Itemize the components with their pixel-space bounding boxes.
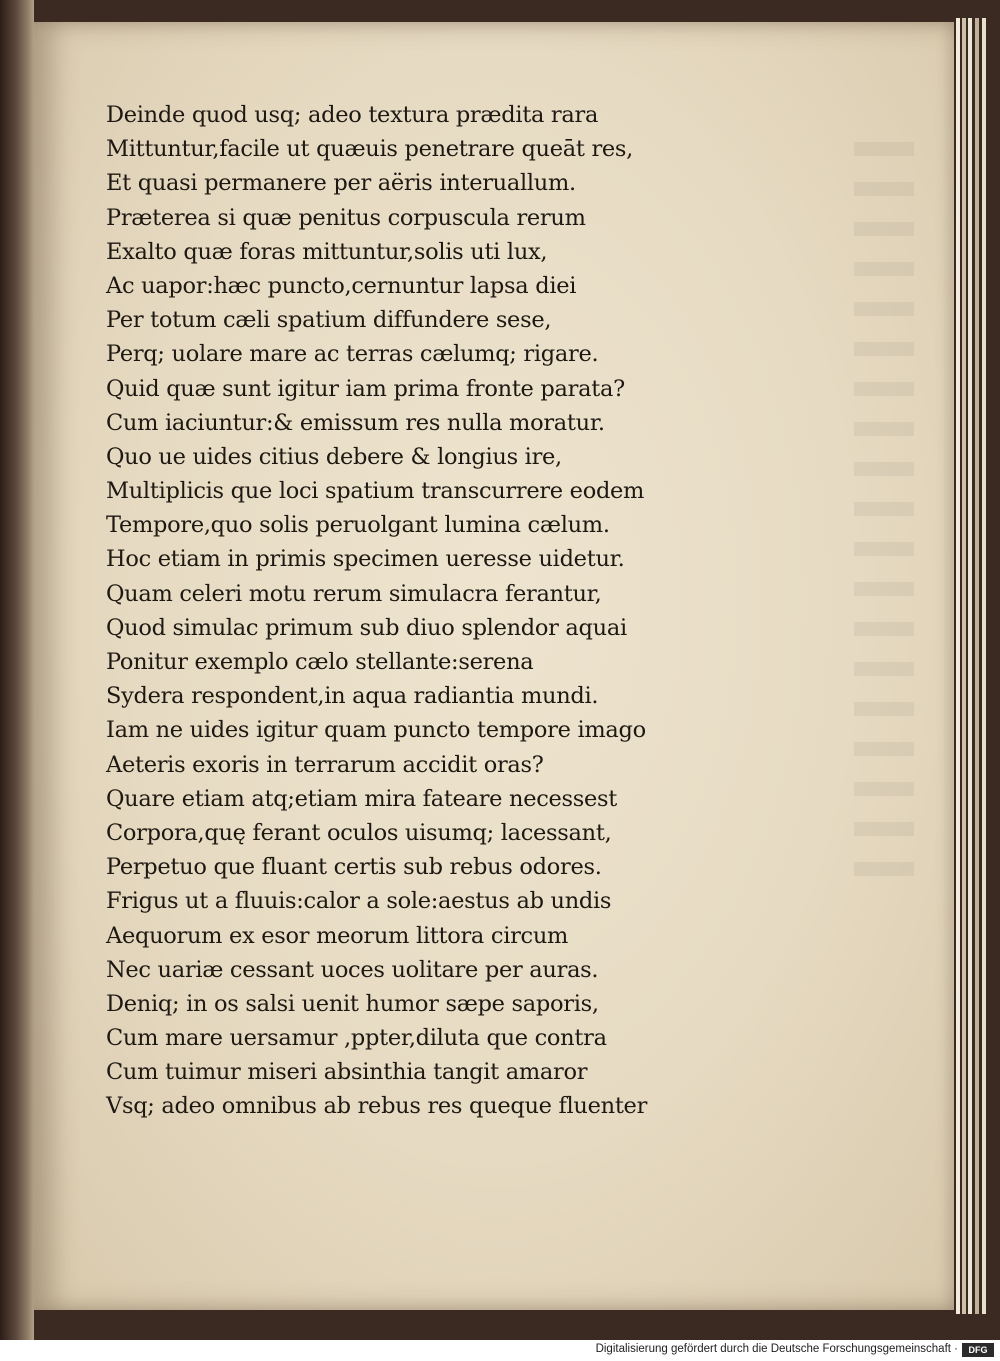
verse-line: Sydera respondent,in aqua radiantia mundi. xyxy=(106,683,599,710)
verse-line: Perq; uolare mare ac terras cælumq; rigare. xyxy=(106,341,599,368)
verse-line: Deniq; in os salsi uenit humor sæpe saporis, xyxy=(106,990,599,1017)
verse-line: Perpetuo que fluant certis sub rebus odores. xyxy=(106,854,602,881)
verse-line: Deinde quod usq; adeo textura prædita rara xyxy=(106,102,599,128)
verse-line: Cum iaciuntur:& emissum res nulla moratur. xyxy=(106,409,605,436)
verse-line: Per totum cæli spatium diffundere sese, xyxy=(106,307,552,334)
verse-line: Præterea si quæ penitus corpuscula rerum xyxy=(106,204,586,231)
book-binding-edge xyxy=(0,0,34,1340)
page-stack-edge xyxy=(975,18,979,1314)
verse-line: Vsq; adeo omnibus ab rebus res queque fluenter xyxy=(106,1093,648,1120)
verse-line: Ac uapor:hæc puncto,cernuntur lapsa diei xyxy=(106,272,577,299)
verse-line: Quod simulac primum sub diuo splendor aquai xyxy=(106,614,627,641)
verse-line: Aequorum ex esor meorum littora circum xyxy=(106,922,569,949)
page-stack-edge xyxy=(968,18,972,1314)
verse-line: Quo ue uides citius debere & longius ire, xyxy=(106,443,562,470)
verse-line: Iam ne uides igitur quam puncto tempore imago xyxy=(106,717,646,744)
verse-line: Tempore,quo solis peruolgant lumina cælum. xyxy=(106,512,610,539)
verse-line: Quam celeri motu rerum simulacra ferantur, xyxy=(106,580,602,607)
verse-line: Cum tuimur miseri absinthia tangit amaror xyxy=(106,1059,588,1086)
footer-bar xyxy=(0,1340,1000,1361)
funding-credit: Digitalisierung gefördert durch die Deutsche Forschungsgemeinschaft · xyxy=(595,1343,958,1355)
verse-line: Aeteris exoris in terrarum accidit oras? xyxy=(106,751,544,778)
verse-line: Quid quæ sunt igitur iam prima fronte parata? xyxy=(106,375,625,402)
verse-line: Nec uariæ cessant uoces uolitare per auras. xyxy=(106,956,599,983)
verse-line: Quare etiam atq;etiam mira fateare necessest xyxy=(106,785,618,812)
verse-line: Corpora,quę ferant oculos uisumq; lacessant, xyxy=(106,819,612,846)
verse-line: Exalto quæ foras mittuntur,solis uti lux, xyxy=(106,238,548,265)
verse-line: Hoc etiam in primis specimen ueresse uidetur. xyxy=(106,546,625,573)
page-stack-edge xyxy=(956,18,960,1314)
verse-line: Frigus ut a fluuis:calor a sole:aestus ab undis xyxy=(106,888,612,915)
verse-line: Et quasi permanere per aëris interuallum. xyxy=(106,170,576,197)
verse-line: Mittuntur,facile ut quæuis penetrare queāt res, xyxy=(106,136,634,163)
verse-line: Cum mare uersamur ,ppter,diluta que contra xyxy=(106,1025,607,1052)
dfg-logo-icon: DFG xyxy=(962,1343,994,1357)
verse-line: Multiplicis que loci spatium transcurrere eodem xyxy=(106,478,645,505)
book-page xyxy=(34,22,954,1310)
page-stack-edge xyxy=(962,18,966,1314)
verse-line: Ponitur exemplo cælo stellante:serena xyxy=(106,649,534,675)
show-through-text xyxy=(854,142,914,902)
verse-block xyxy=(106,98,746,1124)
page-stack-edge xyxy=(982,18,986,1314)
